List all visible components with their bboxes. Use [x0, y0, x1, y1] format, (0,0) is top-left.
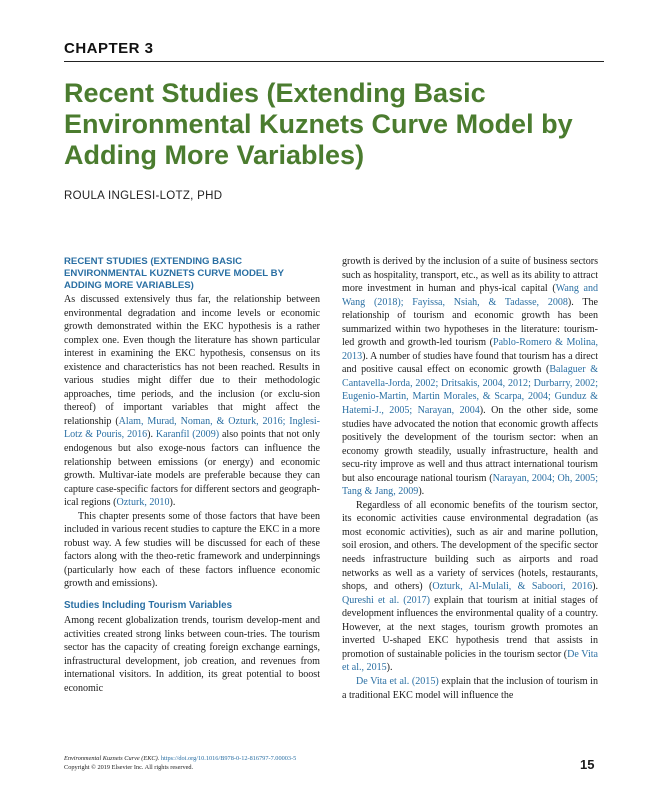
citation-link[interactable]: Narayan, 2004; Oh, 2005; Tang & Jang, 2009 — [342, 472, 598, 498]
citation-link[interactable]: Alam, Murad, Noman, & Ozturk, 2016; Inglesi-Lotz & Pouris, 2016 — [64, 415, 320, 441]
citation-link[interactable]: Wang and Wang (2018); Fayissa, Nsiah, & Tadasse, 2008 — [342, 283, 598, 308]
citation-link[interactable]: Ozturk, 2010 — [116, 497, 170, 509]
section-heading: RECENT STUDIES (EXTENDING BASIC ENVIRONMENTAL KUZNETS CURVE MODEL BY ADDING MORE VARIABLES) — [64, 256, 284, 291]
citation-link[interactable]: Pablo-Romero & Molina, 2013 — [342, 337, 598, 362]
citation-link[interactable]: Karanfil (2009) — [155, 429, 220, 441]
paragraph: This chapter presents some of those factors that have been included in various recent studies to capture the EKC in a more robust way. A few studies will be discussed for each of these factors along with the theo-retic framework and underpinnings (particularly how each of these factors influence economic growth and emissions). — [64, 510, 320, 590]
header-rule — [64, 61, 604, 62]
citation-link[interactable]: De Vita et al. (2015) — [356, 675, 439, 687]
footer-reference — [64, 754, 296, 772]
chapter-title: Recent Studies (Extending Basic Environmental Kuznets Curve Model by Adding More Variables) — [64, 78, 573, 170]
page-number: 15 — [580, 757, 595, 772]
author-name: ROULA INGLESI-LOTZ, PHD — [64, 190, 223, 202]
left-column — [64, 256, 320, 695]
paragraph: De Vita et al. (2015) explain that the inclusion of tourism in a traditional EKC model will influence the — [342, 675, 599, 701]
paragraph: As discussed extensively thus far, the relationship between environmental degradation and income levels or economic growth demonstrated within the EKC hypothesis is a rather complex one. Even though the literature has shown particular interest in examining the EKC hypothesis, consensus on its existence and characteristics has not been reached. Results in various studies might differ due to their methodologic approaches, time periods, and the inclusion (or exclu-sion thereof) of important variables that might affect the relationship (Alam, Murad, Noman, & Ozturk, 2016; Inglesi-Lotz & Pouris, 2016). Karanfil (2009) also points that not only endogenous but also exoge-nous factors can influence the relationship between emissions (or energy) and economic growth. Multivar-iate models are preferable because they can capture case-specific factors for different sectors and geograph-ical regions (Ozturk, 2010). — [64, 294, 320, 509]
copyright: Copyright © 2019 Elsevier Inc. All rights reserved. — [64, 764, 194, 771]
subsection-heading: Studies Including Tourism Variables — [64, 600, 233, 612]
citation-link[interactable]: De Vita et al., 2015 — [342, 648, 598, 674]
chapter-label: CHAPTER 3 — [64, 40, 154, 57]
citation-link[interactable]: Balaguer & Cantavella-Jorda, 2002; Dritsakis, 2004, 2012; Durbarry, 2002; Eugenio-Martin, Martin Morales, & Scarpa, 2004; Gunduz & Hatemi-J., 2005; Narayan, 2004 — [342, 364, 599, 417]
paragraph: growth is derived by the inclusion of a suite of business sectors such as hospitality, transport, etc., as well as its ability to attract more investment in human and phys-ical capital (Wang and Wang (2018); Fayissa, Nsiah, & Tadasse, 2008). The relationship of tourism and economic growth has been summarized within two hypotheses in the literature: tourism-led growth and growth-led tourism (Pablo-Romero & Molina, 2013). A number of studies have found that tourism has a direct and positive causal effect on economic growth (Balaguer & Cantavella-Jorda, 2002; Dritsakis, 2004, 2012; Durbarry, 2002; Eugenio-Martin, Martin Morales, & Scarpa, 2004; Gunduz & Hatemi-J., 2005; Narayan, 2004). On the other side, some studies have advocated the notion that economic growth affects positively the development of the tourism sector: when an economy growth steadily, usually infrastructure, health and secu-rity improve as well and thus attract international tourism but also encourage national tourism (Narayan, 2004; Oh, 2005; Tang & Jang, 2009). — [342, 256, 599, 498]
citation-link[interactable]: Ozturk, Al-Mulali, & Saboori, 2016 — [432, 581, 593, 593]
citation-link[interactable]: Qureshi et al. (2017) — [342, 594, 431, 606]
doi-link[interactable]: https://doi.org/10.1016/B978-0-12-816797-7.00003-5 — [160, 755, 297, 762]
right-column — [342, 255, 598, 702]
paragraph: Regardless of all economic benefits of the tourism sector, its economic activities cause environmental degradation (as most economic activities), such as air and marine pollution, soil erosion, and others. The development of the specific sector needs infrastructure building such as airports and road networks as well as a variety of services (hotels, restaurants, shops, and others) (Ozturk, Al-Mulali, & Saboori, 2016). Qureshi et al. (2017) explain that tourism at initial stages of development influences the environmental quality of a country. However, at the next stages, tourism growth promotes an inverted U-shaped EKC hypothesis trend that assists in promotion of sustainable policies in the tourism sector (De Vita et al., 2015). — [342, 499, 599, 674]
paragraph: Among recent globalization trends, tourism develop-ment and activities created strong links between coun-tries. The tourism sector has the capacity of creating foreign exchange earnings, infrastructural development, job creation, and revenues from international visitors. In addition, its great potential to boost economic — [64, 615, 320, 694]
book-source: Environmental Kuznets Curve (EKC). — [64, 755, 160, 762]
